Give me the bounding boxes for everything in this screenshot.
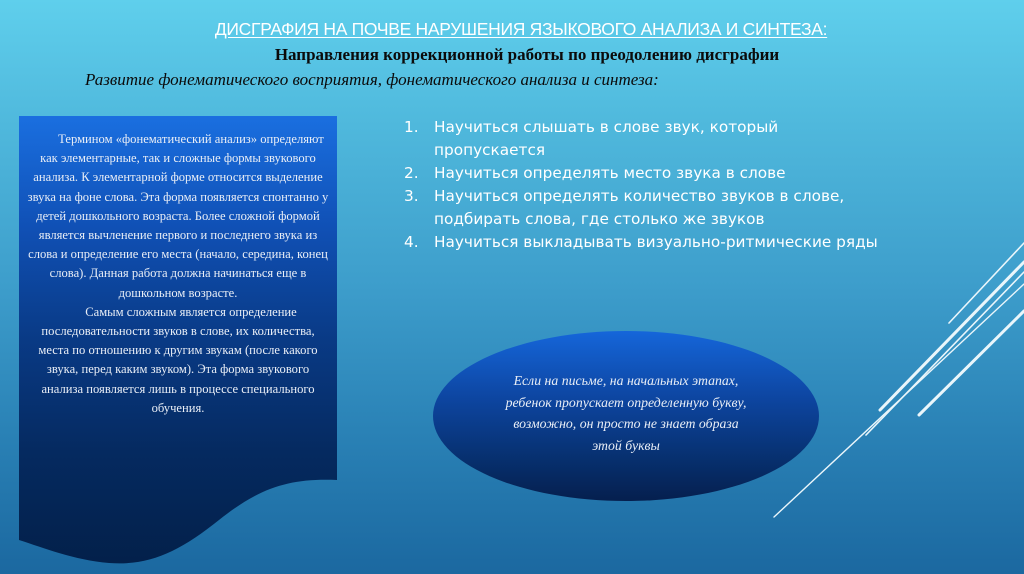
step-number: 4. bbox=[404, 233, 419, 251]
step-text: Научиться выкладывать визуально-ритмические ряды bbox=[434, 233, 878, 251]
step-item bbox=[404, 185, 934, 231]
step-text: Научиться слышать в слове звук, который пропускается bbox=[434, 118, 779, 159]
step-text: Научиться определять количество звуков в слове, подбирать слова, где столько же звуков bbox=[434, 187, 845, 228]
step-number: 1. bbox=[404, 118, 419, 136]
definition-paragraph-1: Термином «фонематический анализ» определяют как элементарные, так и сложные формы звукового анализа. К элементарной форме относится выделение звука на фоне слова. Эта форма появляется спонтанно у детей дошкольного возраста. Более сложной формой является вычленение первого и последнего звука из слова и определение его места (начало, середина, конец слова). Данная работа должна начинаться еще в дошкольном возрасте. bbox=[27, 132, 329, 300]
definition-paragraph-2: Самым сложным является определение последовательности звуков в слове, их количества, места по отношению к другим звукам (после какого звука, перед каким звуком). Эта форма звукового анализа появляется лишь в процессе специального обучения. bbox=[38, 304, 318, 415]
slide-title: ДИСГРАФИЯ НА ПОЧВЕ НАРУШЕНИЯ ЯЗЫКОВОГО АНАЛИЗА И СИНТЕЗА: bbox=[214, 19, 828, 39]
section-subheading: Развитие фонематического восприятия, фонематического анализа и синтеза: bbox=[85, 70, 659, 89]
definition-text bbox=[19, 130, 337, 418]
definition-panel bbox=[19, 116, 337, 564]
steps-list bbox=[404, 116, 994, 254]
step-item bbox=[404, 116, 854, 162]
note-oval bbox=[433, 331, 819, 501]
note-text: Если на письме, на начальных этапах, ребенок пропускает определенную букву, возможно, он просто не знает образа этой буквы bbox=[505, 373, 747, 453]
step-text: Научиться определять место звука в слове bbox=[434, 164, 786, 182]
step-number: 3. bbox=[404, 187, 419, 205]
step-item bbox=[404, 162, 954, 185]
step-item bbox=[404, 231, 994, 254]
step-number: 2. bbox=[404, 164, 419, 182]
slide-subtitle: Направления коррекционной работы по преодолению дисграфии bbox=[274, 45, 780, 64]
